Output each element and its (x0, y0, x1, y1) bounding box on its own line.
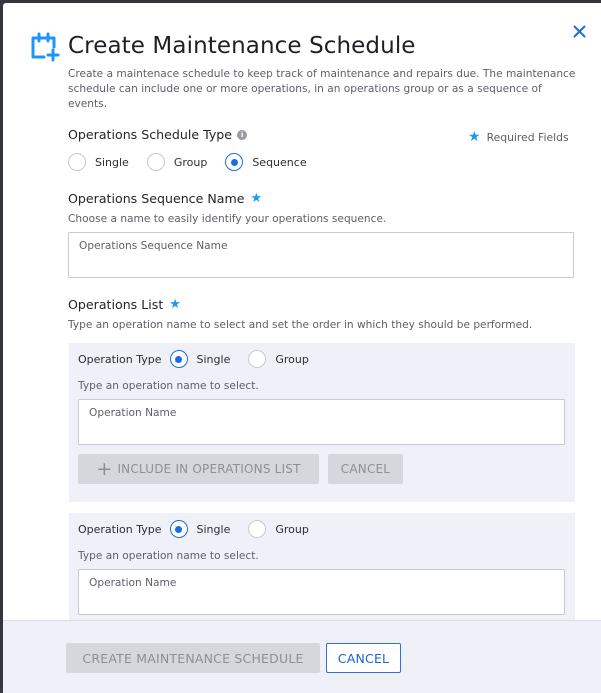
footer-cancel-button[interactable] (326, 643, 401, 673)
sequence-name-input[interactable] (68, 232, 574, 278)
operation-name-input[interactable] (78, 569, 565, 615)
schedule-type-radio-group (68, 153, 321, 171)
operation-name-placeholder: Operation Name (89, 577, 177, 589)
operation-type-label: Operation Type (78, 352, 162, 366)
operation-type-label: Operation Type (78, 522, 162, 536)
create-maintenance-schedule-dialog (3, 3, 601, 693)
radio-single[interactable] (170, 520, 231, 538)
radio-label: Group (173, 155, 208, 169)
sequence-name-label (68, 191, 262, 206)
radio-circle[interactable] (248, 520, 266, 538)
operation-help: Type an operation name to select. (78, 380, 259, 392)
required-star-icon: ★ (468, 129, 481, 145)
include-in-operations-list-button[interactable] (78, 454, 319, 484)
radio-group[interactable] (147, 153, 208, 171)
operation-type-radio-group (78, 520, 323, 538)
operation-name-placeholder: Operation Name (89, 407, 177, 419)
create-maintenance-schedule-button[interactable] (66, 643, 320, 673)
dialog-header (28, 30, 416, 62)
radio-label: Sequence (252, 155, 307, 169)
radio-circle[interactable] (147, 153, 165, 171)
include-button-label: INCLUDE IN OPERATIONS LIST (117, 462, 301, 476)
required-fields-legend (468, 130, 569, 144)
required-star-icon: ★ (250, 191, 263, 206)
footer-cancel-label: CANCEL (337, 650, 390, 666)
radio-label: Single (95, 155, 129, 169)
operation-panel-1 (69, 343, 575, 502)
operations-list-label-text: Operations List (68, 297, 164, 312)
radio-sequence[interactable] (225, 153, 306, 171)
close-button[interactable] (569, 21, 589, 41)
dialog-title: Create Maintenance Schedule (68, 33, 416, 59)
dialog-description: Create a maintenace schedule to keep track of maintenance and repairs due. The maintenance schedule can include one or more operations, in an operations group or as a sequence of events. (68, 68, 576, 110)
operation-name-input[interactable] (78, 399, 565, 445)
required-fields-text: Required Fields (486, 130, 569, 144)
operation-panel-2 (69, 513, 575, 623)
radio-label: Group (275, 352, 309, 366)
sequence-name-help: Choose a name to easily identify your operations sequence. (68, 213, 387, 225)
radio-circle-checked[interactable] (225, 153, 243, 171)
radio-circle[interactable] (68, 153, 86, 171)
radio-group[interactable] (248, 350, 309, 368)
radio-single[interactable] (170, 350, 231, 368)
operations-list-help: Type an operation name to select and set the order in which they should be performed. (68, 319, 533, 331)
panel-cancel-button[interactable] (328, 454, 403, 484)
radio-circle-checked[interactable] (170, 520, 188, 538)
operations-list-label (68, 297, 181, 312)
info-icon[interactable]: i (237, 130, 247, 140)
create-button-label: CREATE MAINTENANCE SCHEDULE (82, 650, 304, 666)
panel-cancel-label: CANCEL (340, 462, 391, 476)
calendar-plus-icon (28, 30, 60, 62)
sequence-name-placeholder: Operations Sequence Name (79, 240, 228, 252)
close-icon (573, 25, 586, 38)
required-star-icon: ★ (169, 297, 181, 312)
operation-type-radio-group (78, 350, 323, 368)
sequence-name-label-text: Operations Sequence Name (68, 191, 245, 206)
radio-label: Single (196, 352, 231, 366)
radio-single[interactable] (68, 153, 129, 171)
radio-label: Group (275, 522, 309, 536)
radio-group[interactable] (248, 520, 309, 538)
radio-label: Single (196, 522, 231, 536)
operation-help: Type an operation name to select. (78, 550, 259, 562)
schedule-type-label (68, 127, 247, 142)
radio-circle-checked[interactable] (170, 350, 188, 368)
schedule-type-label-text: Operations Schedule Type (68, 127, 233, 142)
radio-circle[interactable] (248, 350, 266, 368)
dialog-footer (3, 620, 601, 693)
plus-icon: + (96, 457, 113, 480)
